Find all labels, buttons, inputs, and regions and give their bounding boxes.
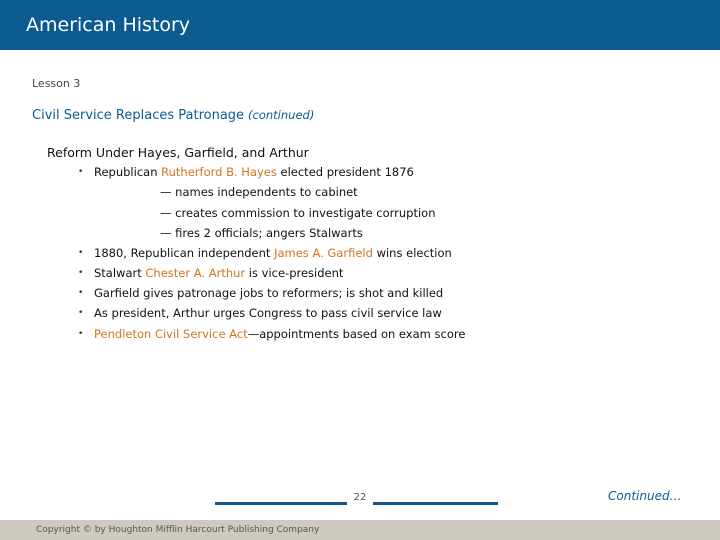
slide-title <box>32 108 314 123</box>
item-text: —appointments based on exam score <box>247 327 466 341</box>
bullet-marker: • <box>78 308 84 318</box>
sub-list-item: — fires 2 officials; angers Stalwarts <box>160 226 363 240</box>
lesson-label: Lesson 3 <box>32 77 81 90</box>
copyright-notice: Copyright © by Houghton Mifflin Harcourt Publishing Company <box>36 525 320 535</box>
key-term: Chester A. Arthur <box>145 266 246 280</box>
continued-label: Continued… <box>608 489 682 503</box>
bullet-marker: • <box>78 248 84 258</box>
footer-rule-left <box>215 502 347 505</box>
bullet-marker: • <box>78 288 84 298</box>
list-item <box>94 266 343 280</box>
page-number: 22 <box>353 492 367 503</box>
course-title: American History <box>26 14 191 36</box>
list-item: As president, Arthur urges Congress to pass civil service law <box>94 306 442 320</box>
footer-rule-right <box>373 502 498 505</box>
slide-title-continued: (continued) <box>248 108 315 122</box>
section-heading: Reform Under Hayes, Garfield, and Arthur <box>47 145 309 160</box>
bullet-marker: • <box>78 167 84 177</box>
item-text: Republican <box>94 165 162 179</box>
list-item: Garfield gives patronage jobs to reformers; is shot and killed <box>94 286 444 300</box>
item-text: 1880, Republican independent <box>94 246 275 260</box>
key-term: Pendleton Civil Service Act <box>94 327 248 341</box>
sub-list-item: — names independents to cabinet <box>160 185 358 199</box>
key-term: Rutherford B. Hayes <box>161 165 277 179</box>
bullet-marker: • <box>78 268 84 278</box>
sub-list-item: — creates commission to investigate corruption <box>160 206 436 220</box>
item-text: elected president 1876 <box>276 165 414 179</box>
item-text: Stalwart <box>94 266 146 280</box>
list-item <box>94 327 465 341</box>
item-text: is vice-president <box>245 266 344 280</box>
list-item <box>94 246 452 260</box>
key-term: James A. Garfield <box>274 246 373 260</box>
item-text: wins election <box>372 246 452 260</box>
title-bar <box>0 0 720 50</box>
bullet-marker: • <box>78 329 84 339</box>
slide-title-main: Civil Service Replaces Patronage <box>32 108 245 123</box>
list-item <box>94 165 414 179</box>
